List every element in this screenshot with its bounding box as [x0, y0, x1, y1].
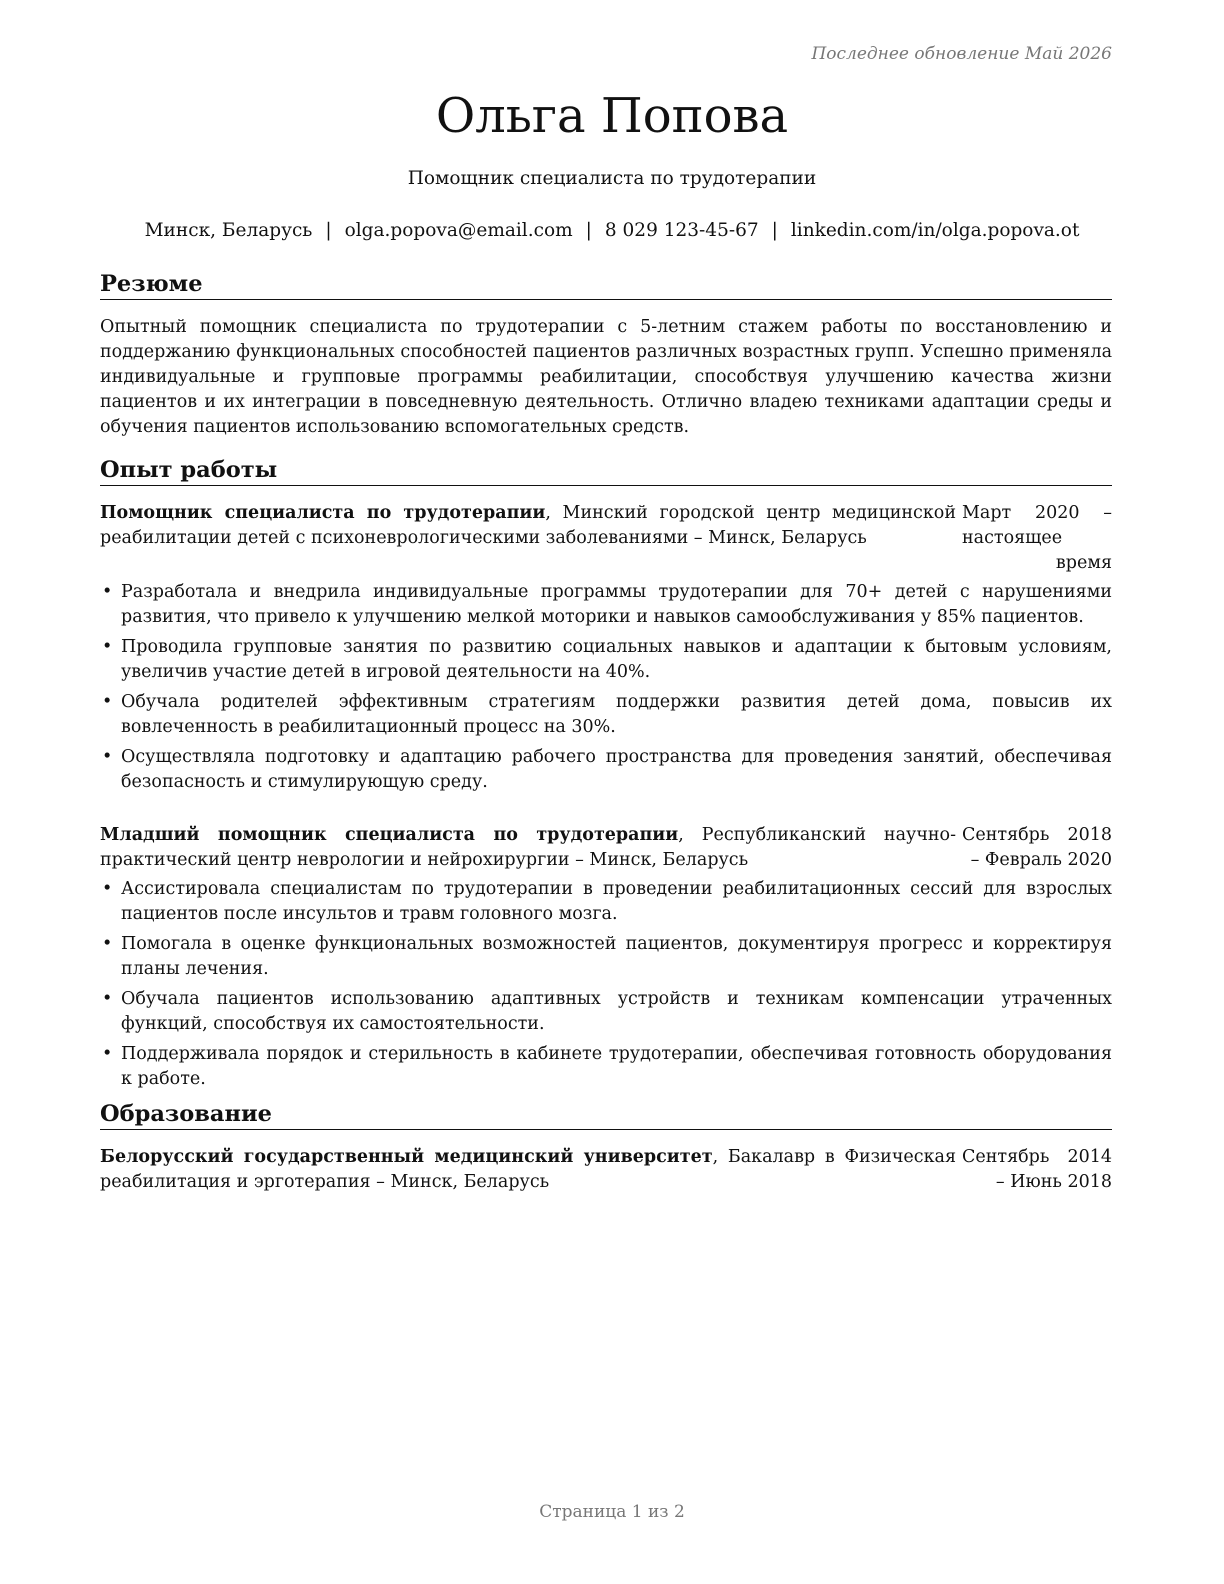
job-description — [100, 501, 956, 551]
education-dates: Сентябрь 2014 – Июнь 2018 — [962, 1147, 1112, 1192]
contact-linkedin[interactable]: linkedin.com/in/olga.popova.ot — [790, 220, 1080, 241]
bullet-item: • Ассистировала специалистам по трудотерапии в проведении реабилитационных сессий для взрослых пациентов после инсультов и травм головного мозга. — [100, 877, 1112, 927]
job-org: , Республиканский научно-практический центр неврологии и нейрохирургии – Минск, Беларусь — [100, 825, 956, 870]
contact-phone: 8 029 123-45-67 — [604, 220, 759, 241]
job-header — [100, 501, 1112, 576]
bullet-item: • Разработала и внедрила индивидуальные программы трудотерапии для 70+ детей с нарушениями развития, что привело к улучшению мелкой моторики и навыков самообслуживания у 85% пациентов. — [100, 580, 1112, 630]
job-role: Помощник специалиста по трудотерапии — [100, 503, 546, 523]
job-entry — [100, 501, 1112, 795]
education-header — [100, 1145, 1112, 1195]
contact-email[interactable]: olga.popova@email.com — [344, 220, 573, 241]
contact-location: Минск, Беларусь — [144, 220, 313, 241]
job-entry — [100, 823, 1112, 1092]
resume-content — [100, 270, 1112, 1195]
bullet-item: • Обучала родителей эффективным стратегиям поддержки развития детей дома, повысив их вовлеченность в реабилитационный процесс на 30%. — [100, 690, 1112, 740]
job-bullets — [100, 580, 1112, 795]
bullet-item: • Обучала пациентов использованию адаптивных устройств и техникам компенсации утраченных функций, способствуя их самостоятельности. — [100, 987, 1112, 1037]
job-description — [100, 823, 956, 873]
separator: | — [771, 220, 778, 241]
education-school: Белорусский государственный медицинский университет — [100, 1147, 713, 1167]
separator: | — [325, 220, 332, 241]
last-updated: Последнее обновление Май 2026 — [811, 44, 1112, 64]
contact-line — [0, 219, 1224, 243]
separator: | — [585, 220, 592, 241]
education-entry — [100, 1145, 1112, 1195]
bullet-item: • Поддерживала порядок и стерильность в кабинете трудотерапии, обеспечивая готовность оборудования к работе. — [100, 1042, 1112, 1092]
job-header — [100, 823, 1112, 873]
experience-heading: Опыт работы — [100, 456, 1112, 486]
candidate-title: Помощник специалиста по трудотерапии — [407, 168, 817, 189]
candidate-name: Ольга Попова — [435, 88, 789, 144]
job-bullets — [100, 877, 1112, 1092]
education-degree: , Бакалавр в Физическая реабилитация и эрготерапия – Минск, Беларусь — [100, 1147, 956, 1192]
summary-heading: Резюме — [100, 270, 1112, 300]
education-description — [100, 1145, 956, 1195]
bullet-item: • Проводила групповые занятия по развитию социальных навыков и адаптации к бытовым условиям, увеличив участие детей в игровой деятельности на 40%. — [100, 635, 1112, 685]
job-dates: Сентябрь 2018 – Февраль 2020 — [962, 825, 1112, 870]
summary-text: Опытный помощник специалиста по трудотерапии с 5-летним стажем работы по восстановлению и поддержанию функциональных способностей пациентов различных возрастных групп. Успешно применяла индивидуальные и групповые программы реабилитации, способствуя улучшению качества жизни пациентов и их интеграции в повседневную деятельность. Отлично владею техниками адаптации среды и обучения пациентов использованию вспомогательных средств. — [100, 317, 1112, 437]
page-number: Страница 1 из 2 — [539, 1502, 685, 1522]
job-dates: Март 2020 – настоящее время — [962, 503, 1112, 573]
bullet-item: • Помогала в оценке функциональных возможностей пациентов, документируя прогресс и корректируя планы лечения. — [100, 932, 1112, 982]
job-org: , Минский городской центр медицинской реабилитации детей с психоневрологическими заболеваниями – Минск, Беларусь — [100, 503, 956, 548]
bullet-item: • Осуществляла подготовку и адаптацию рабочего пространства для проведения занятий, обеспечивая безопасность и стимулирующую среду. — [100, 745, 1112, 795]
education-heading: Образование — [100, 1100, 1112, 1130]
job-role: Младший помощник специалиста по трудотерапии — [100, 825, 679, 845]
